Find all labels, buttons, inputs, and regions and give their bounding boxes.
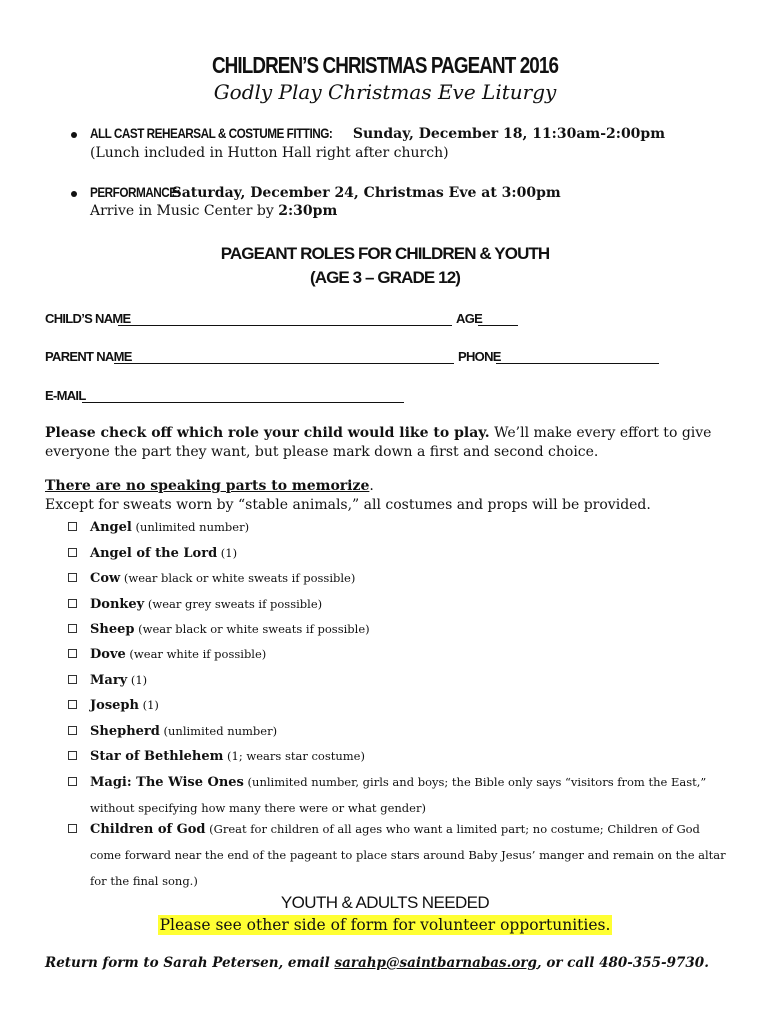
- role-checkbox[interactable]: [68, 675, 77, 684]
- parent-name-field[interactable]: [114, 363, 454, 364]
- child-name-field[interactable]: [118, 325, 452, 326]
- role-checkbox[interactable]: [68, 599, 77, 608]
- role-checkbox[interactable]: [68, 649, 77, 658]
- role-item-sheep: [68, 616, 733, 642]
- role-item-children-of-god: [68, 816, 733, 894]
- rehearsal-line: [90, 125, 665, 142]
- role-item-mary: [68, 667, 733, 693]
- role-item-star-of-bethlehem: [68, 743, 733, 769]
- role-checkbox[interactable]: [68, 624, 77, 633]
- rehearsal-date: Sunday, December 18, 11:30am-2:00pm: [352, 126, 666, 142]
- role-name: Donkey: [90, 597, 145, 612]
- role-name: Angel of the Lord: [90, 546, 218, 561]
- role-note: (unlimited number): [159, 724, 278, 738]
- performance-note: [90, 203, 337, 219]
- role-name: Children of God: [90, 822, 206, 837]
- roles-subheading: (AGE 3 – GRADE 12): [309, 268, 461, 287]
- role-note: (1): [217, 546, 238, 560]
- arrival-time: 2:30pm: [278, 203, 338, 219]
- role-name: Magi: The Wise Ones: [90, 775, 244, 790]
- role-checkbox[interactable]: [68, 726, 77, 735]
- email-label: E-MAIL: [45, 388, 86, 403]
- bullet-icon: [71, 132, 77, 138]
- role-note: (Great for children of all ages who want a limited part; no costume; Children of God come forward near the end of the pageant to place stars around Baby Jesus’ manger and remain on the altar for the final song.): [90, 822, 726, 888]
- role-name: Joseph: [90, 698, 139, 713]
- role-checkbox[interactable]: [68, 522, 77, 531]
- no-speaking-period: .: [369, 478, 374, 494]
- role-name: Shepherd: [90, 724, 160, 739]
- email-field[interactable]: [82, 402, 404, 403]
- role-checkbox[interactable]: [68, 548, 77, 557]
- youth-adults-heading: YOUTH & ADULTS NEEDED: [280, 893, 490, 912]
- role-name: Cow: [90, 571, 121, 586]
- role-item-cow: [68, 565, 733, 591]
- role-note: (unlimited number): [131, 520, 250, 534]
- child-name-label: CHILD’S NAME: [45, 311, 131, 326]
- age-field[interactable]: [478, 325, 518, 326]
- return-prefix: Return form to Sarah Petersen, email: [45, 955, 335, 971]
- roles-heading: PAGEANT ROLES FOR CHILDREN & YOUTH: [220, 244, 550, 263]
- instructions-rest: We’ll make every effort to give everyone the part they want, but please mark down a first and second choice.: [45, 425, 712, 460]
- role-name: Mary: [90, 673, 128, 688]
- age-label: AGE: [456, 311, 483, 326]
- role-note: (wear grey sweats if possible): [144, 597, 323, 611]
- role-item-shepherd: [68, 718, 733, 744]
- return-instructions: [45, 955, 709, 971]
- return-suffix: , or call 480-355-9730.: [536, 955, 709, 971]
- volunteer-note: Please see other side of form for volunteer opportunities.: [159, 916, 611, 934]
- page-title: [69, 52, 700, 79]
- role-checkbox[interactable]: [68, 751, 77, 760]
- instructions-bold: Please check off which role your child would like to play.: [45, 425, 490, 441]
- role-name: Sheep: [90, 622, 135, 637]
- role-item-angel-of-the-lord: [68, 540, 733, 566]
- volunteer-note-wrap: [0, 915, 770, 934]
- role-note: (unlimited number, girls and boys; the Bible only says “visitors from the East,” without specifying how many there were or what gender): [90, 775, 707, 815]
- contact-email-link[interactable]: sarahp@saintbarnabas.org: [334, 955, 537, 971]
- role-item-dove: [68, 641, 733, 667]
- rehearsal-label: ALL CAST REHEARSAL & COSTUME FITTING:: [90, 125, 333, 141]
- role-note: (1): [127, 673, 148, 687]
- phone-field[interactable]: [496, 363, 659, 364]
- role-item-magi: [68, 769, 733, 821]
- arrival-text: Arrive in Music Center by: [90, 203, 279, 219]
- role-note: (wear white if possible): [125, 647, 267, 661]
- role-name: Angel: [90, 520, 132, 535]
- rehearsal-note: (Lunch included in Hutton Hall right after church): [90, 145, 449, 161]
- performance-label: PERFORMANCE:: [90, 184, 180, 200]
- role-note: (wear black or white sweats if possible): [134, 622, 370, 636]
- role-item-joseph: [68, 692, 733, 718]
- performance-line: [90, 184, 561, 201]
- no-speaking-text: There are no speaking parts to memorize: [45, 478, 370, 494]
- role-item-donkey: [68, 591, 733, 617]
- sweats-line: Except for sweats worn by “stable animals,” all costumes and props will be provided.: [45, 497, 651, 513]
- instructions-paragraph: [45, 424, 735, 462]
- page-subtitle: Godly Play Christmas Eve Liturgy: [213, 80, 557, 104]
- role-name: Dove: [90, 647, 126, 662]
- role-note: (1): [138, 698, 159, 712]
- no-speaking-line: [45, 477, 735, 496]
- role-checkbox[interactable]: [68, 573, 77, 582]
- role-item-angel: [68, 514, 733, 540]
- role-note: (wear black or white sweats if possible): [120, 571, 356, 585]
- performance-date: Saturday, December 24, Christmas Eve at 3:00pm: [171, 185, 561, 201]
- parent-name-label: PARENT NAME: [45, 349, 132, 364]
- role-checkbox[interactable]: [68, 777, 77, 786]
- role-checkbox[interactable]: [68, 824, 77, 833]
- role-checkbox[interactable]: [68, 700, 77, 709]
- role-name: Star of Bethlehem: [90, 749, 224, 764]
- bullet-icon: [71, 191, 77, 197]
- phone-label: PHONE: [458, 349, 501, 364]
- role-note: (1; wears star costume): [223, 749, 365, 763]
- page-title-text: CHILDREN’S CHRISTMAS PAGEANT 2016: [211, 52, 559, 78]
